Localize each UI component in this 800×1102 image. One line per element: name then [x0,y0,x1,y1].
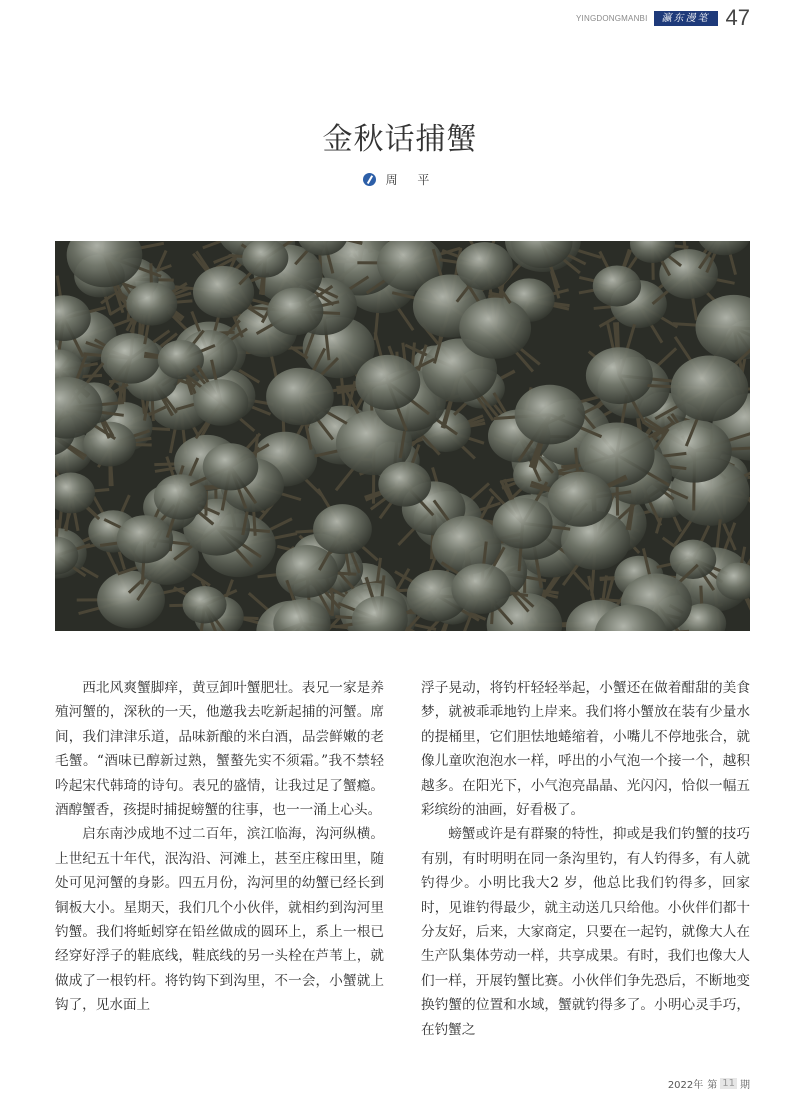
paragraph-continued: 浮子晃动，将钓杆轻轻举起，小蟹还在做着酣甜的美食梦，就被乖乖地钓上岸来。我们将小蟹放在装有少量水的提桶里，它们胆怯地蜷缩着，小嘴儿不停地张合，就像儿童吹泡泡水一样，呼出的小气泡一个接一个，越积越多。在阳光下，小气泡亮晶晶、光闪闪，恰似一幅五彩缤纷的油画，好看极了。 [421,680,750,819]
page-footer [668,1076,750,1091]
footer-prefix: 第 [707,1080,718,1091]
column-pinyin: YINGDONGMANBI [576,13,648,23]
footer-year: 2022年 [667,1080,704,1091]
page-number: 47 [725,5,750,30]
page-header [576,6,750,30]
paragraph: 螃蟹或许是有群聚的特性，抑或是我们钓蟹的技巧有别，有时明明在同一条沟里钓，有人钓得多，有人就钓得少。小明比我大2 岁，他总比我们钓得多，回家时，见谁钓得最少，就主动送几只给他。小伙伴们都十分友好，后来，大家商定，只要在一起钓，就像大人在生产队集体劳动一样，共享成果。有时，我们也像大人们一样，开展钓蟹比赛。小伙伴们争先恐后，不断地变换钓蟹的位置和水域，蟹就钓得多了。小明心灵手巧，在钓蟹之 [421,826,750,1038]
paragraph: 启东南沙成地不过二百年，滨江临海，沟河纵横。上世纪五十年代，泯沟沿、河滩上，甚至庄稼田里，随处可见河蟹的身影。四五月份，沟河里的幼蟹已经长到铜板大小。星期天，我们几个小伙伴，就相约到沟河里钓蟹。我们将蚯蚓穿在铅丝做成的圆环上，系上一根已经穿好浮子的鞋底线，鞋底线的另一头栓在芦苇上，就做成了一根钓杆。将钓钩下到沟里，不一会，小蟹就上钩了，见水面上 [55,826,384,1014]
footer-suffix: 期 [740,1080,750,1091]
crab-photo [55,241,750,631]
footer-issue: 11 [722,1078,735,1089]
pen-icon [363,173,376,186]
article-byline [0,171,800,188]
paragraph: 西北风爽蟹脚痒，黄豆卸叶蟹肥壮。表兄一家是养殖河蟹的，深秋的一天，他邀我去吃新起捕的河蟹。席间，我们津津乐道，品味新酿的米白酒，品尝鲜嫩的老毛蟹。“酒味已醇新过熟，蟹螯先实不须霜。”我不禁轻吟起宋代韩琦的诗句。表兄的盛情，让我过足了蟹瘾。酒醇蟹香，孩提时捕捉螃蟹的往事，也一一涌上心头。 [55,680,384,819]
column-name-badge: 瀛东漫笔 [654,11,718,26]
article-title: 金秋话捕蟹 [322,122,478,157]
body-column-left [55,676,384,1018]
crab-illustration [55,241,750,631]
body-column-right [421,676,750,1042]
author-name: 周 平 [385,173,438,187]
